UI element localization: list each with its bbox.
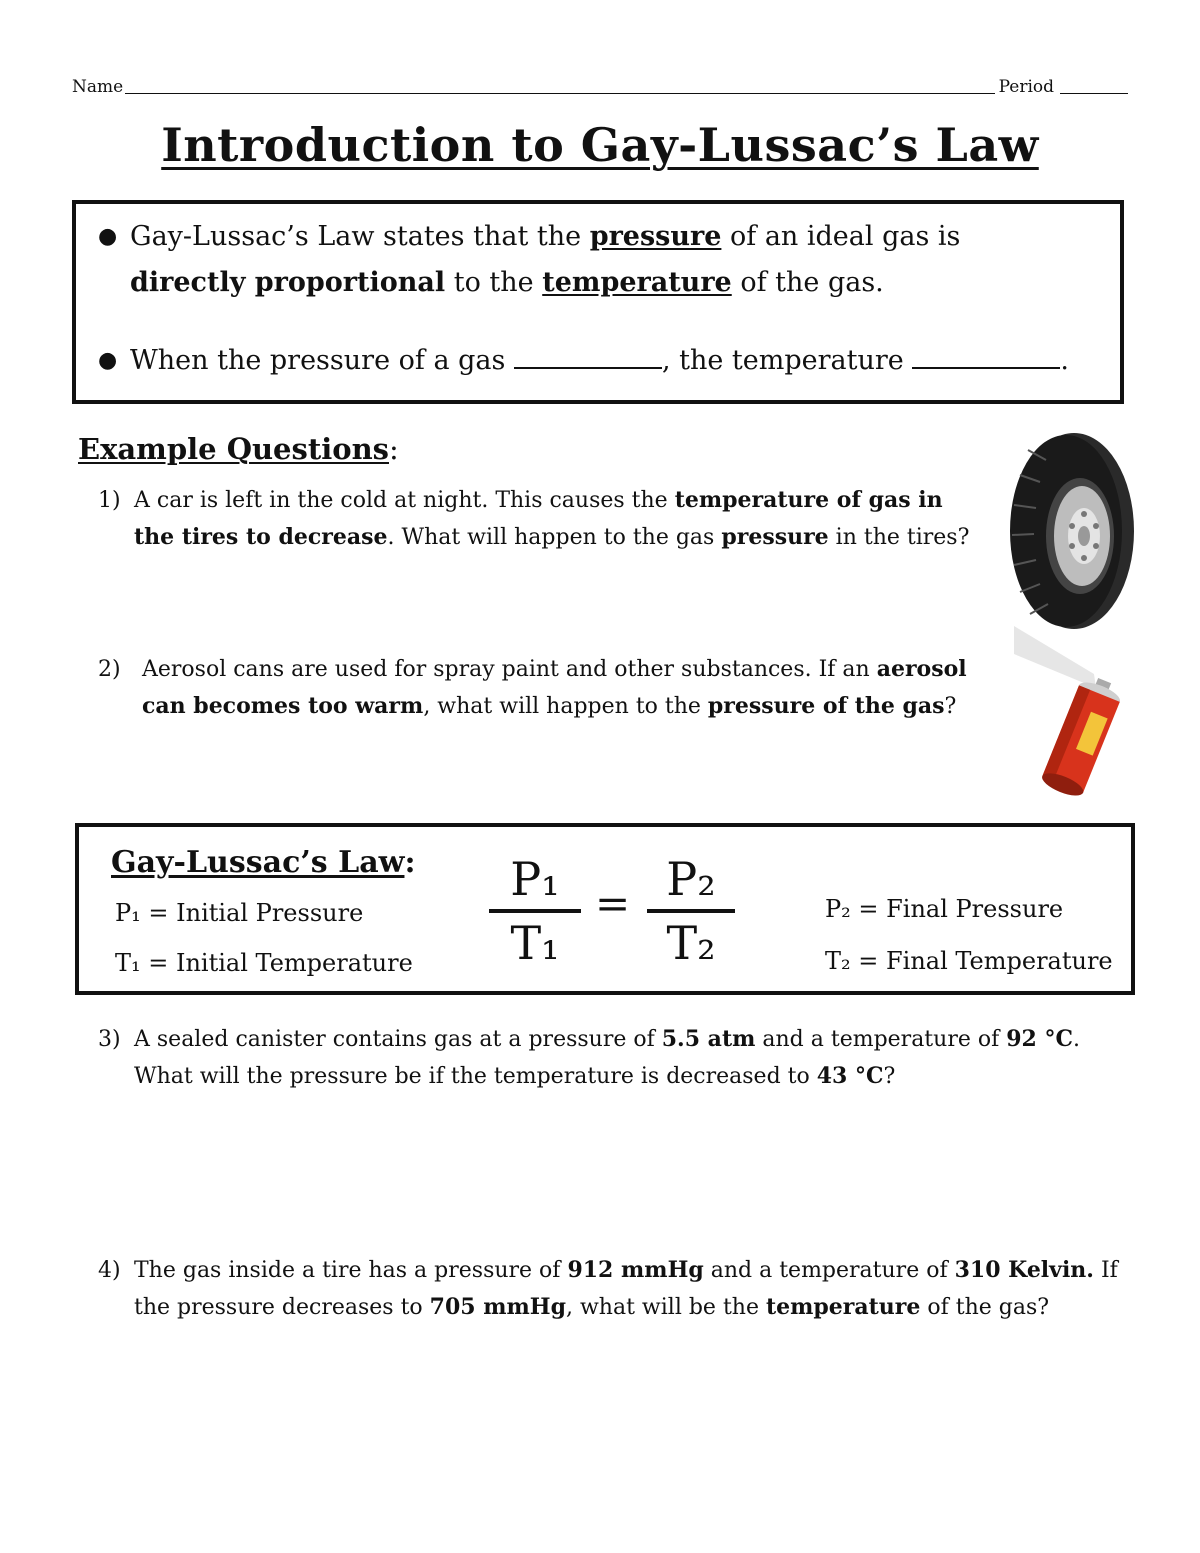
question-3: 3) A sealed canister contains gas at a pressure of 5.5 atm and a temperature of 92 °C. What will the pressure be if the temperature is decreased to 43 °C? (98, 1026, 1081, 1089)
bullet-icon: ● (98, 348, 118, 373)
fraction-bar (647, 909, 735, 913)
page-title: Introduction to Gay-Lussac’s Law (161, 118, 1039, 172)
aerosol-can-image (1012, 624, 1120, 798)
tire-image (1006, 430, 1136, 632)
p2-symbol: P₂ (666, 852, 716, 906)
name-field[interactable] (125, 77, 994, 94)
p2-definition: P₂ = Final Pressure (825, 895, 1064, 923)
definition-bullet-1: ● Gay-Lussac’s Law states that the pressure of an ideal gas is directly proportional to the temperature of the gas. (98, 214, 1102, 306)
law-heading: Gay-Lussac’s Law: (111, 845, 416, 880)
p1-symbol: P₁ (510, 852, 560, 906)
definition-box (72, 200, 1124, 404)
t1-symbol: T₁ (510, 916, 560, 970)
period-label: Period (998, 77, 1054, 97)
t1-definition: T₁ = Initial Temperature (115, 949, 413, 977)
period-field[interactable] (1060, 77, 1128, 94)
example-questions-heading: Example Questions: (78, 432, 399, 466)
t2-symbol: T₂ (666, 916, 716, 970)
question-1: 1) A car is left in the cold at night. This causes the temperature of gas in the tires to decrease. What will happen to the gas pressure in the tires? (98, 487, 970, 550)
fraction-right (647, 853, 735, 969)
bullet-icon: ● (98, 224, 118, 249)
equals-sign: = (595, 879, 631, 928)
blank-2[interactable] (912, 347, 1060, 369)
name-label: Name (72, 77, 124, 97)
fraction-left (489, 853, 581, 969)
law-box (75, 823, 1135, 995)
question-4: 4) The gas inside a tire has a pressure of 912 mmHg and a temperature of 310 Kelvin. If the pressure decreases to 705 mmHg, what will be the temperature of the gas? (98, 1257, 1118, 1320)
question-2: 2) Aerosol cans are used for spray paint and other substances. If an aerosol can becomes too warm, what will happen to the pressure of the gas? (98, 656, 967, 719)
p1-definition: P₁ = Initial Pressure (115, 899, 364, 927)
header-row (72, 74, 1128, 98)
blank-1[interactable] (514, 347, 662, 369)
definition-bullet-2: ● When the pressure of a gas , the temperature . (98, 338, 1102, 384)
t2-definition: T₂ = Final Temperature (825, 947, 1113, 975)
fraction-bar (489, 909, 581, 913)
